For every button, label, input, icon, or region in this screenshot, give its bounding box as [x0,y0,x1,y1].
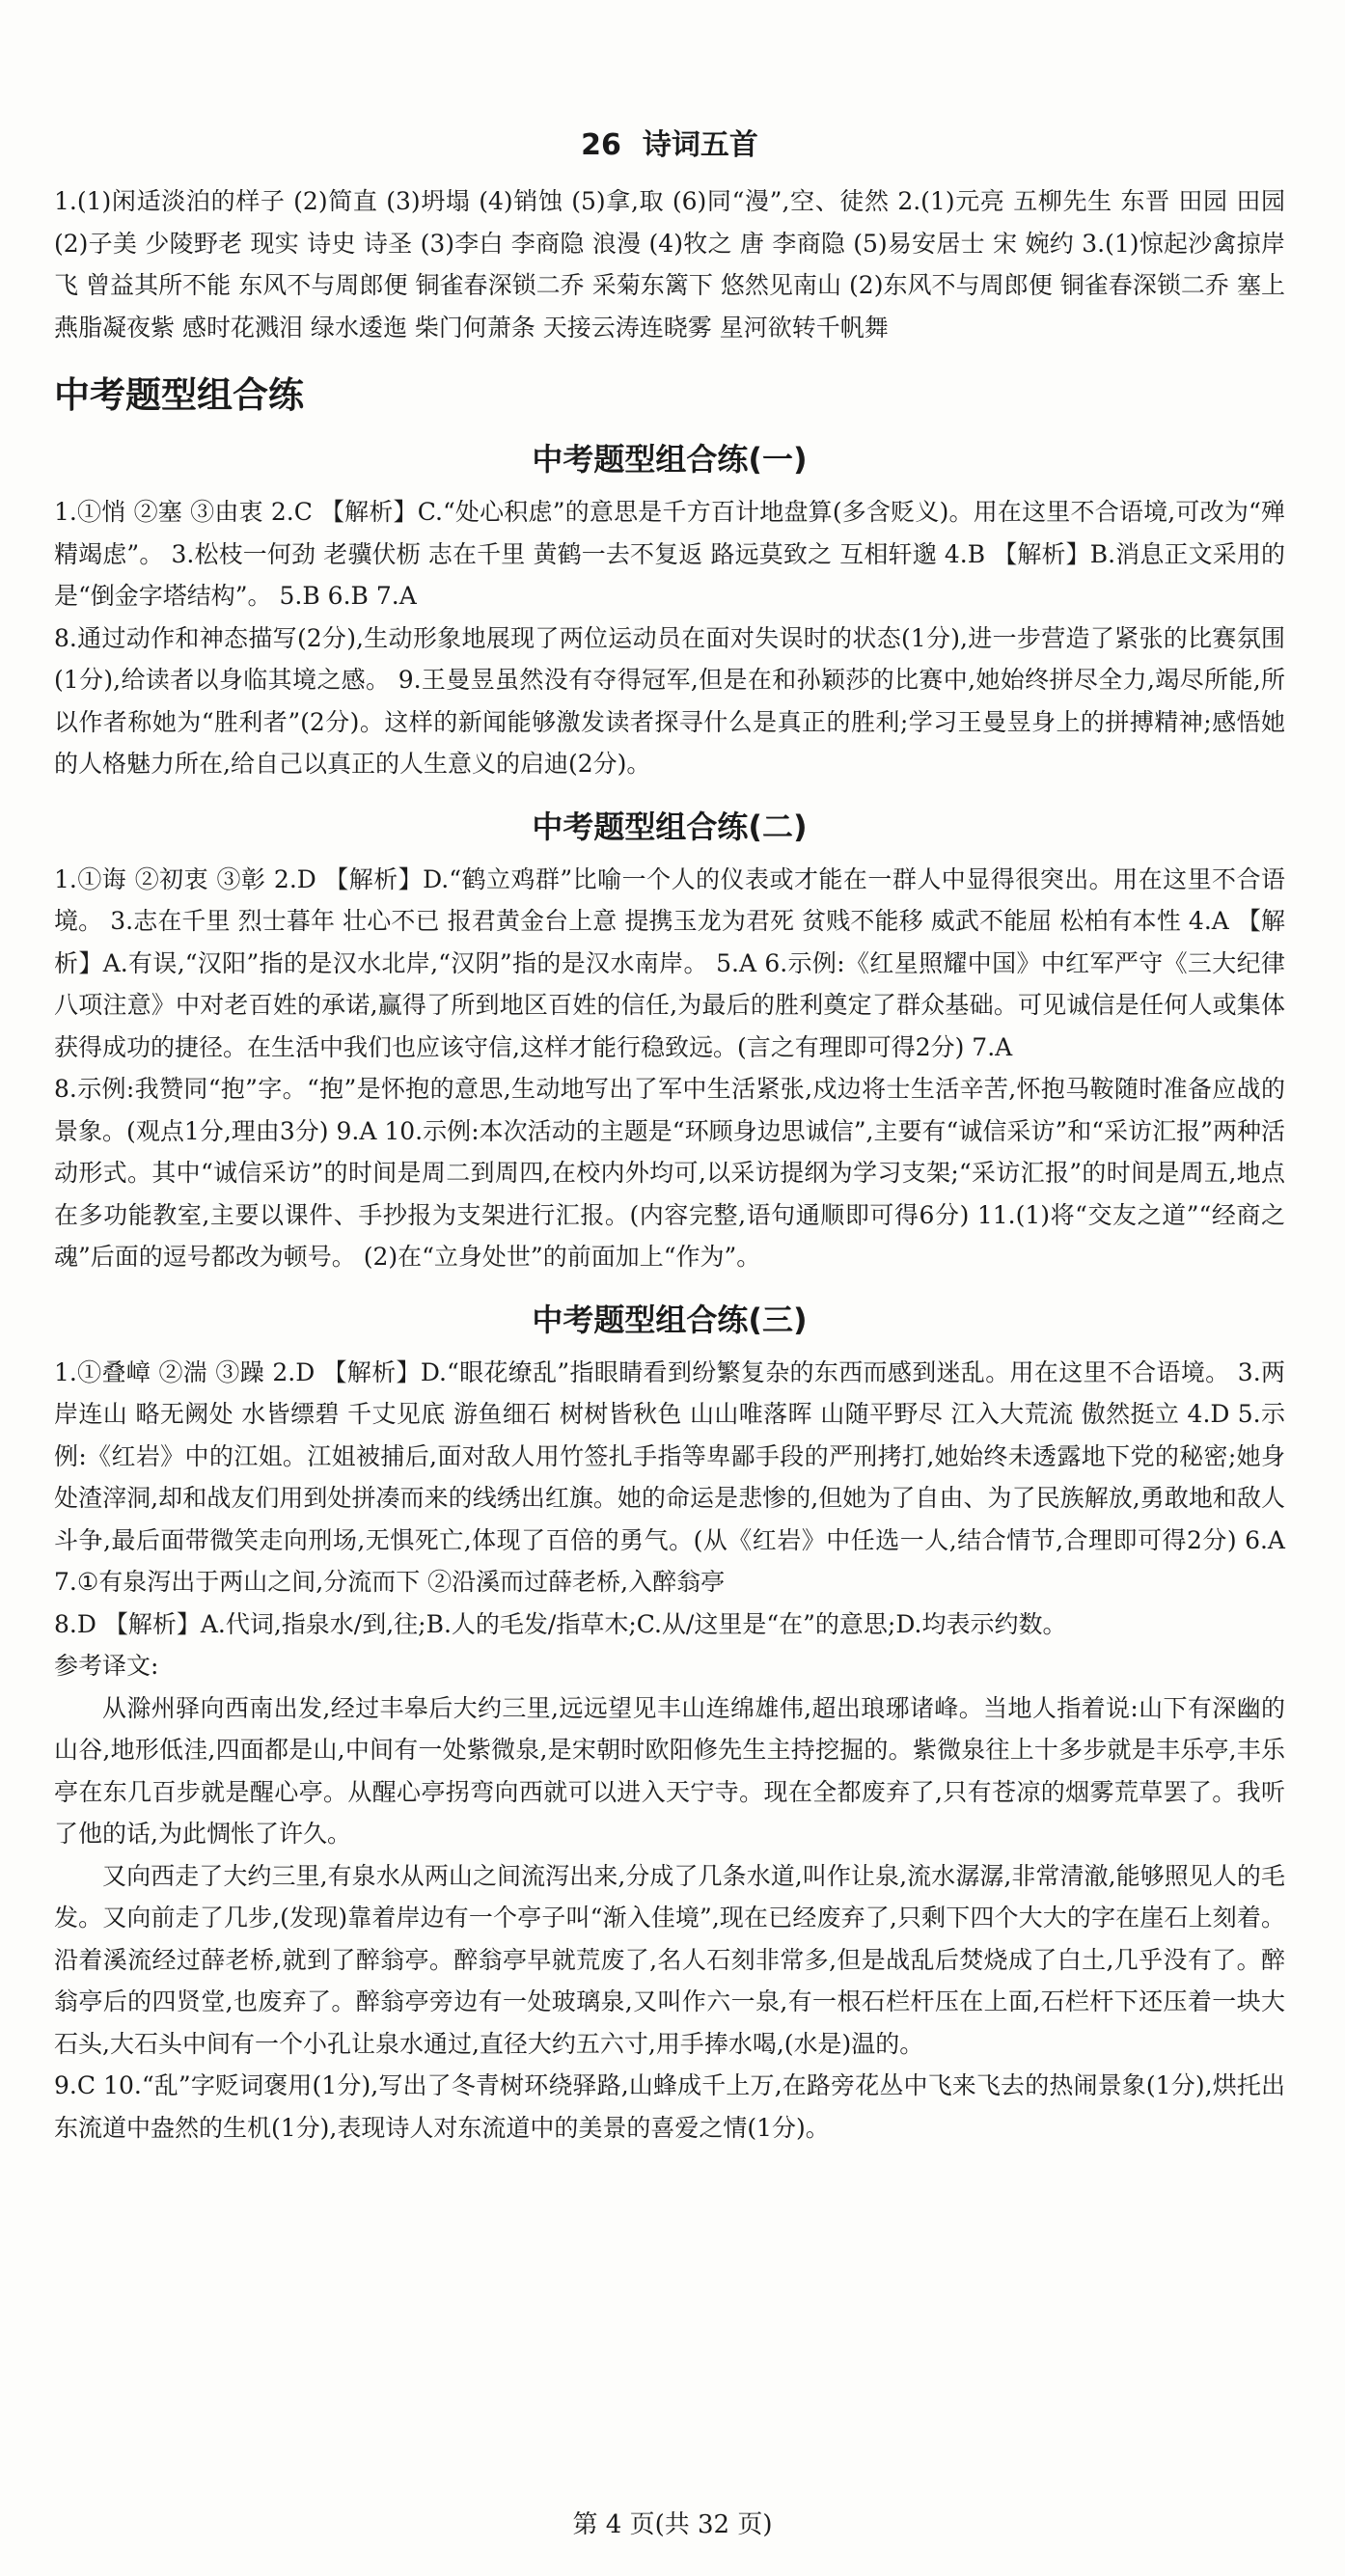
translation-para-1: 从滁州驿向西南出发,经过丰皋后大约三里,远远望见丰山连绵雄伟,超出琅琊诸峰。当地人指着说:山下有深幽的山谷,地形低洼,四面都是山,中间有一处紫微泉,是宋朝时欧阳修先生主持挖掘的。紫微泉往上十多步就是丰乐亭,丰乐亭在东几百步就是醒心亭。从醒心亭拐弯向西就可以进入天宁寺。现在全都废弃了,只有苍凉的烟雾荒草罢了。我听了他的话,为此惆怅了许久。 [54,1693,1285,1848]
lesson-26-answers: 1.(1)闲适淡泊的样子 (2)简直 (3)坍塌 (4)销蚀 (5)拿,取 (6)同“漫”,空、徒然 2.(1)元亮 五柳先生 东晋 田园 田园 (2)子美 少陵野老 现实 诗史 诗圣 (3)李白 李商隐 浪漫 (4)牧之 唐 李商隐 (5)易安居士 宋 婉约 3.(1)惊起沙禽掠岸飞 曾益其所不能 东风不与周郎便 铜雀春深锁二乔 采菊东篱下 悠然见南山 (2)东风不与周郎便 铜雀春深锁二乔 塞上燕脂凝夜紫 感时花溅泪 绿水逶迤 柴门何萧条 天接云涛连晓雾 星河欲转千帆舞 [54,187,1285,342]
lesson-number: 26 [581,128,621,162]
section-3-title: 中考题型组合练(三) [532,1301,808,1338]
section-3-para-1: 1.①叠嶂 ②湍 ③躁 2.D 【解析】D.“眼花缭乱”指眼睛看到纷繁复杂的东西而感到迷乱。用在这里不合语境。 3.两岸连山 略无阙处 水皆缥碧 千丈见底 游鱼细石 树树皆秋色 山山唯落晖 山随平野尽 江入大荒流 傲然挺立 4.D 5.示例:《红岩》中的江姐。江姐被捕后,面对敌人用竹签扎手指等卑鄙手段的严刑拷打,她始终未透露地下党的秘密;她身处渣滓洞,却和战友们用到处拼凑而来的线绣出红旗。她的命运是悲惨的,但她为了自由、为了民族解放,勇敢地和敌人斗争,最后面带微笑走向刑场,无惧死亡,体现了百倍的勇气。(从《红岩》中任选一人,结合情节,合理即可得2分) 6.A 7.①有泉泻出于两山之间,分流而下 ②沿溪而过薛老桥,入醉翁亭 [54,1357,1285,1596]
section-2-para-2: 8.示例:我赞同“抱”字。“抱”是怀抱的意思,生动地写出了军中生活紧张,戍边将士生活辛苦,怀抱马鞍随时准备应战的景象。(观点1分,理由3分) 9.A 10.示例:本次活动的主题是“环顾身边思诚信”,主要有“诚信采访”和“采访汇报”两种活动形式。其中“诚信采访”的时间是周二到周四,在校内外均可,以采访提纲为学习支架;“采访汇报”的时间是周五,地点在多功能教室,主要以课件、手抄报为支架进行汇报。(内容完整,语句通顺即可得6分) 11.(1)将“交友之道”“经商之魂”后面的逗号都改为顿号。 (2)在“立身处世”的前面加上“作为”。 [54,1075,1285,1271]
section-2-para-1: 1.①诲 ②初衷 ③彰 2.D 【解析】D.“鹤立鸡群”比喻一个人的仪表或才能在一群人中显得很突出。用在这里不合语境。 3.志在千里 烈士暮年 壮心不已 报君黄金台上意 提携玉龙为君死 贫贱不能移 威武不能屈 松柏有本性 4.A 【解析】A.有误,“汉阳”指的是汉水北岸,“汉阴”指的是汉水南岸。 5.A 6.示例:《红星照耀中国》中红军严守《三大纪律八项注意》中对老百姓的承诺,赢得了所到地区百姓的信任,为最后的胜利奠定了群众基础。可见诚信是任何人或集体获得成功的捷径。在生活中我们也应该守信,这样才能行稳致远。(言之有理即可得2分) 7.A [54,864,1285,1061]
section-3-para-2: 8.D 【解析】A.代词,指泉水/到,往;B.人的毛发/指草木;C.从/这里是“在”的意思;D.均表示约数。 [54,1609,1067,1638]
lesson-heading [54,121,1285,163]
page-footer: 第 4 页(共 32 页) [572,2510,773,2539]
section-1-para-2: 8.通过动作和神态描写(2分),生动形象地展现了两位运动员在面对失误时的状态(1分),进一步营造了紧张的比赛氛围(1分),给读者以身临其境之感。 9.王曼昱虽然没有夺得冠军,但是在和孙颖莎的比赛中,她始终拼尽全力,竭尽所能,所以作者称她为“胜利者”(2分)。这样的新闻能够激发读者探寻什么是真正的胜利;学习王曼昱身上的拼搏精神;感悟她的人格魅力所在,给自己以真正的人生意义的启迪(2分)。 [54,623,1285,778]
section-3-closing: 9.C 10.“乱”字贬词褒用(1分),写出了冬青树环绕驿路,山蜂成千上万,在路旁花丛中飞来飞去的热闹景象(1分),烘托出东流道中盎然的生机(1分),表现诗人对东流道中的美景的喜爱之情(1分)。 [54,2071,1285,2142]
practice-main-heading: 中考题型组合练 [54,374,304,416]
section-1-title: 中考题型组合练(一) [532,441,808,478]
section-2-title: 中考题型组合练(二) [532,808,808,845]
section-1-para-1: 1.①悄 ②塞 ③由衷 2.C 【解析】C.“处心积虑”的意思是千方百计地盘算(多含贬义)。用在这里不合语境,可改为“殚精竭虑”。 3.松枝一何劲 老骥伏枥 志在千里 黄鹤一去不复返 路远莫致之 互相轩邈 4.B 【解析】B.消息正文采用的是“倒金字塔结构”。 5.B 6.B 7.A [54,498,1285,610]
lesson-title: 诗词五首 [642,128,758,162]
translation-para-2: 又向西走了大约三里,有泉水从两山之间流泻出来,分成了几条水道,叫作让泉,流水潺潺,非常清澈,能够照见人的毛发。又向前走了几步,(发现)靠着岸边有一个亭子叫“渐入佳境”,现在已经废弃了,只剩下四个大大的字在崖石上刻着。沿着溪流经过薛老桥,就到了醉翁亭。醉翁亭早就荒废了,名人石刻非常多,但是战乱后焚烧成了白土,几乎没有了。醉翁亭后的四贤堂,也废弃了。醉翁亭旁边有一处玻璃泉,又叫作六一泉,有一根石栏杆压在上面,石栏杆下还压着一块大石头,大石头中间有一个小孔让泉水通过,直径大约五六寸,用手捧水喝,(水是)温的。 [54,1861,1285,2058]
translation-label: 参考译文: [54,1652,159,1680]
